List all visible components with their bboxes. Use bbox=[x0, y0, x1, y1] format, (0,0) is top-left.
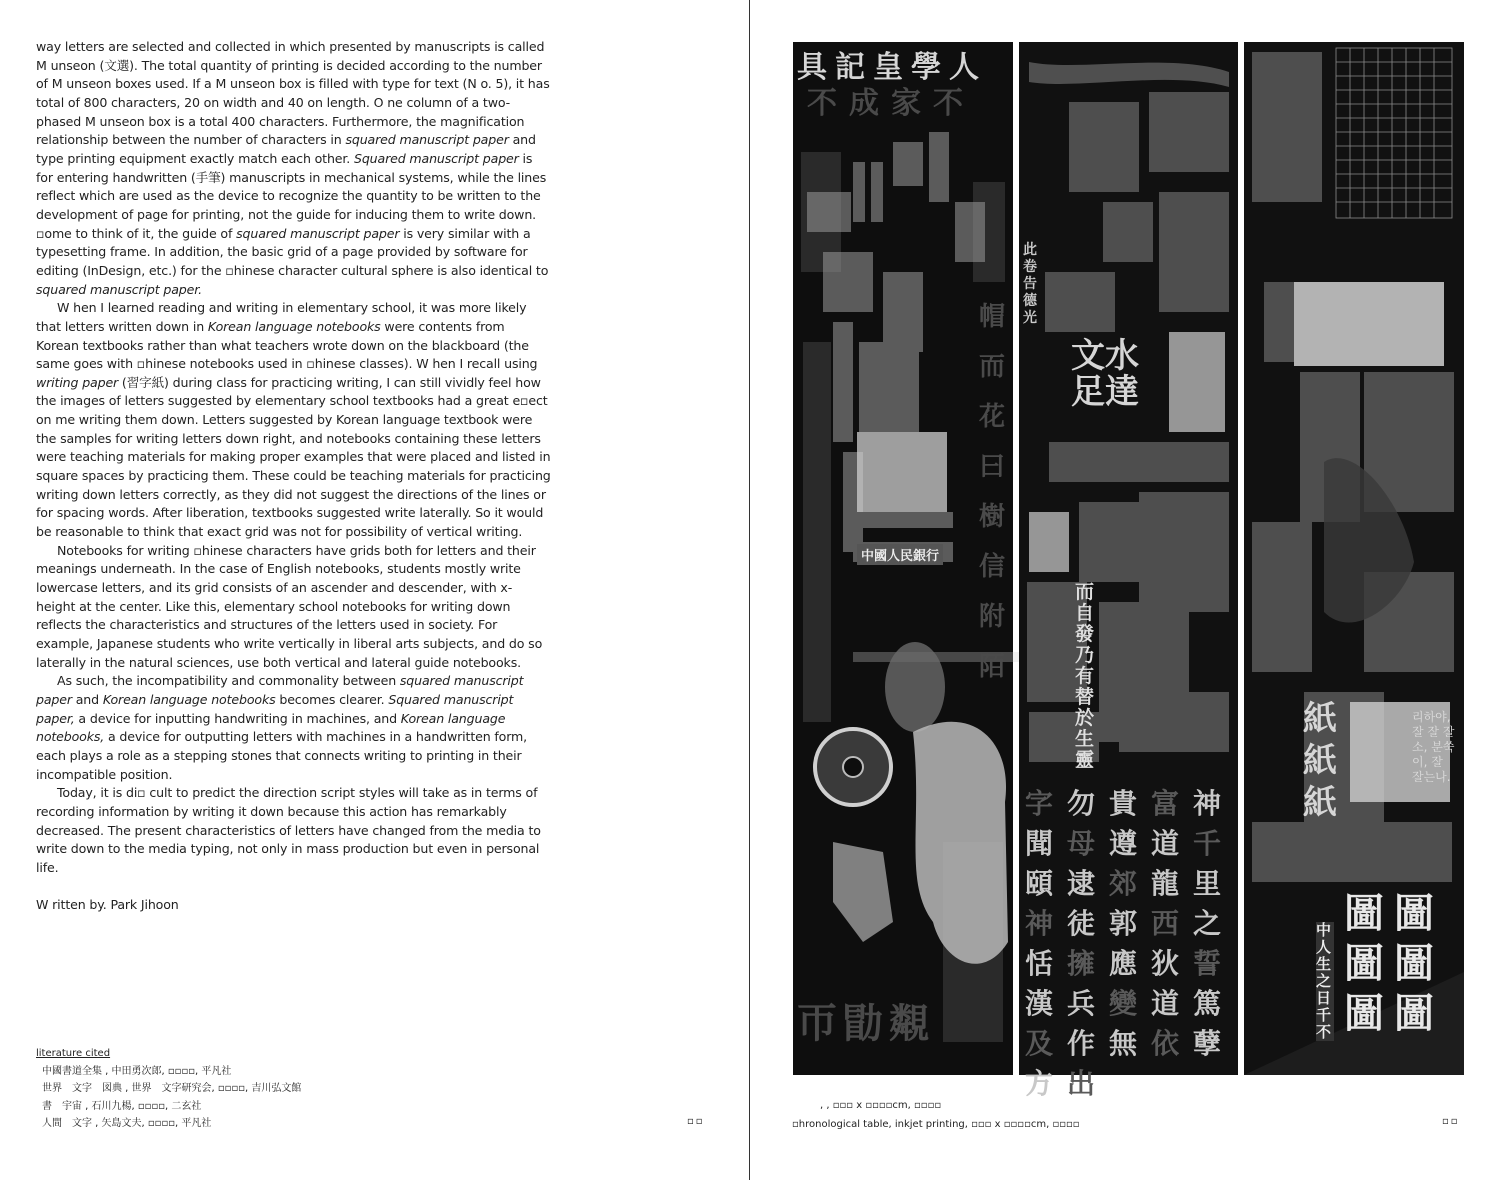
grid-character: 徒 bbox=[1067, 907, 1096, 940]
grid-character: 富 bbox=[1151, 787, 1180, 820]
big-character: 圖 bbox=[1394, 940, 1434, 987]
big-character: 圖 bbox=[1344, 940, 1384, 987]
text-run: Notebooks for writing ▫hinese characters have grids both for letters and their meanings underneath. In the case of English notebooks, students mostly write lowercase letters, and its grid consists of an ascender and descender, with x-height at the center. Like this, elementary school notebooks for writing down reflects the characteristics and structures of the letters used in society. For example, Japanese students who write vertically in liberal arts subjects, and do so laterally in the natural sciences, use both vertical and lateral guide notebooks. bbox=[36, 542, 543, 670]
panel-3-hangul-text: 리하야, 잘 잘 잘소, 분쑥이, 잘 잘는나. bbox=[1412, 710, 1455, 784]
artwork-panel-3 bbox=[1244, 42, 1464, 1075]
grid-character: 狄 bbox=[1151, 947, 1180, 980]
artwork-panel-2 bbox=[1019, 42, 1238, 1100]
grid-character: 誓 bbox=[1193, 947, 1222, 980]
panel-3-vertical-text: 中人生之日千不 bbox=[1316, 922, 1334, 1041]
grid-character: 聞 bbox=[1025, 827, 1054, 860]
body-paragraph bbox=[36, 784, 551, 877]
text-run: way letters are selected and collected in which presented by manuscripts is called M unseon (文選). The total quantity of printing is decided according to the number of M unseon boxes used. If a M unseon box is filled with type for text (N o. 5), it has total of 800 characters, 20 on width and 40 on length. O ne column of a two-phased M unseon box is a total 400 characters. Furthermore, the magnification relationship between the number of characters in bbox=[36, 39, 550, 148]
panel-1-banner: 中國人民銀行 bbox=[857, 544, 943, 565]
italic-term: Squared manuscript paper bbox=[353, 150, 519, 166]
grid-character: 字 bbox=[1025, 787, 1054, 820]
caption-line-2: ▫hronological table, inkjet printing, ▫▫▫ x ▫▫▫▫cm, ▫▫▫▫ bbox=[792, 1119, 1080, 1130]
panel-2-vertical-text: 而自發乃有替於生靈 bbox=[1075, 581, 1095, 771]
grid-character: 兵 bbox=[1067, 987, 1096, 1020]
literature-item: 人間 文字 , 矢島文夫, ▫▫▫▫, 平凡社 bbox=[42, 1118, 212, 1129]
grid-character: 漢 bbox=[1025, 987, 1054, 1020]
grid-character: 及 bbox=[1025, 1027, 1054, 1060]
panel-2-side-text: 此卷告德光 bbox=[1023, 242, 1037, 326]
grid-character: 逮 bbox=[1067, 867, 1096, 900]
literature-item: 書 宇宙 , 石川九楊, ▫▫▫▫, 二玄社 bbox=[42, 1100, 202, 1112]
italic-term: Korean language notebooks bbox=[207, 318, 381, 334]
text-run: and type printing equipment exactly match each other. bbox=[36, 132, 536, 166]
big-character: 圖 bbox=[1394, 890, 1434, 937]
panel-1-second-chars: 不成家不 bbox=[807, 86, 975, 121]
grid-character: 龍 bbox=[1151, 867, 1180, 900]
grid-character: 郊 bbox=[1109, 867, 1138, 900]
italic-term: squared manuscript paper. bbox=[36, 281, 202, 297]
text-run: were contents from Korean textbooks rather than what teachers wrote down on the blackboard (the same goes with ▫hinese notebooks used in ▫hinese classes). W hen I recall using bbox=[36, 318, 538, 372]
page-number-right: ▫▫ bbox=[1442, 1116, 1460, 1127]
grid-character: 出 bbox=[1067, 1067, 1096, 1100]
grid-character: 無 bbox=[1109, 1027, 1138, 1060]
italic-term: Korean language notebooks bbox=[102, 691, 276, 707]
panel-2-character-grid bbox=[1025, 782, 1235, 1102]
body-text bbox=[36, 38, 551, 914]
page-gutter bbox=[749, 0, 750, 1180]
body-paragraph bbox=[36, 38, 551, 299]
italic-term: squared manuscript paper bbox=[236, 225, 400, 241]
grid-character: 孽 bbox=[1193, 1027, 1222, 1060]
text-run: a device for inputting handwriting in machines, and bbox=[74, 710, 401, 726]
grid-character: 之 bbox=[1193, 907, 1222, 940]
text-run: is for entering handwritten (手筆) manuscripts in mechanical systems, while the lines reflect which are used as the device to recognize the quantity to be written to the development of page for printing, not the guide for inducing them to write down. ▫ome to think of it, the guide of bbox=[36, 150, 547, 241]
grid-character: 貴 bbox=[1109, 787, 1138, 820]
literature-item: 世界 文字 図典 , 世界 文字研究会, ▫▫▫▫, 吉川弘文館 bbox=[42, 1083, 302, 1094]
grid-character: 擁 bbox=[1067, 947, 1096, 980]
artwork-panel-1 bbox=[793, 42, 1013, 1075]
panel-1-top-chars: 具記皇學人 bbox=[797, 50, 987, 85]
panel-1-bottom-chars: 帀勖䚏 bbox=[797, 1000, 935, 1047]
grid-character: 變 bbox=[1109, 987, 1138, 1020]
grid-character: 應 bbox=[1109, 947, 1138, 980]
grid-character: 道 bbox=[1151, 987, 1180, 1020]
grid-character: 頤 bbox=[1025, 867, 1054, 900]
grid-character: 神 bbox=[1025, 907, 1054, 940]
grid-character: 遵 bbox=[1109, 827, 1138, 860]
italic-term: writing paper bbox=[36, 374, 119, 390]
caption-line-1: , , ▫▫▫ x ▫▫▫▫cm, ▫▫▫▫ bbox=[820, 1100, 942, 1111]
grid-character: 里 bbox=[1193, 867, 1222, 900]
panel-3-headline: 紙 紙 紙 bbox=[1303, 699, 1337, 823]
literature-heading[interactable]: literature cited bbox=[36, 1048, 111, 1059]
literature-item: 中國書道全集 , 中田勇次郎, ▫▫▫▫, 平凡社 bbox=[42, 1065, 232, 1077]
text-run: Today, it is di▫ cult to predict the direction script styles will take as in terms of recording information by writing it down because this action has remarkably decreased. The present characteristics of letters have changed from the media to write down to the media typing, not only in mass production but even in personal life. bbox=[36, 785, 541, 875]
literature-cited bbox=[36, 1045, 301, 1133]
big-character: 圖 bbox=[1394, 990, 1434, 1037]
italic-term: squared manuscript paper bbox=[345, 132, 509, 148]
body-paragraph bbox=[36, 299, 551, 542]
body-paragraph bbox=[36, 542, 551, 673]
text-run: W hen I learned reading and writing in elementary school, it was more likely that letters written down in bbox=[36, 300, 527, 334]
grid-character: 恬 bbox=[1025, 947, 1054, 980]
grid-character: 方 bbox=[1025, 1067, 1054, 1100]
grid-character: 依 bbox=[1151, 1027, 1180, 1060]
italic-term: squared manuscript paper bbox=[36, 673, 524, 707]
text-run: becomes clearer. bbox=[275, 691, 389, 707]
body-paragraph bbox=[36, 672, 551, 784]
page-number-left: ▫▫ bbox=[687, 1116, 705, 1127]
grid-character: 母 bbox=[1067, 827, 1096, 860]
text-run: is very similar with a typesetting frame. In addition, the basic grid of a page provided by software for editing (InDesign, etc.) for the ▫hinese character cultural sphere is also identical to bbox=[36, 225, 549, 278]
grid-character: 千 bbox=[1193, 827, 1222, 860]
text-run: As such, the incompatibility and commonality between bbox=[57, 673, 400, 689]
text-run: and bbox=[71, 691, 103, 707]
grid-character: 道 bbox=[1151, 827, 1180, 860]
panel-2-headline: 文水足達 bbox=[1071, 336, 1139, 412]
grid-character: 篤 bbox=[1193, 987, 1222, 1020]
grid-character: 神 bbox=[1193, 787, 1222, 820]
big-character: 圖 bbox=[1344, 890, 1384, 937]
text-run: a device for outputting letters with machines in a handwritten form, each plays a role as a stepping stones that connects writing to printing in their incompatible position. bbox=[36, 729, 528, 782]
text-run: (習字紙) during class for practicing writing, I can still vividly feel how the images of letters suggested by elementary school textbooks had a great e▫ect on me writing them down. Letters suggested by Korean language textbook were the samples for writing letters down right, and notebooks containing these letters were teaching materials for making proper examples that were placed and listed in square spaces by practicing them. These could be teaching materials for practicing writing down letters correctly, as they did not suggest the directions of the lines or for spacing words. After liberation, textbooks suggested write laterally. So it would be reasonable to think that exact grid was not for possibility of vertical writing. bbox=[36, 374, 551, 540]
panel-3-character-grid bbox=[1344, 882, 1464, 1037]
grid-character: 勿 bbox=[1067, 787, 1096, 820]
italic-term: Korean language notebooks, bbox=[36, 710, 506, 745]
grid-character: 西 bbox=[1151, 907, 1180, 940]
panel-1-side-chars: 帽 而 花 曰 樹 信 附 陌 bbox=[979, 302, 1006, 682]
italic-term: Squared manuscript paper, bbox=[36, 691, 514, 726]
author-signature: W ritten by. Park Jihoon bbox=[36, 896, 179, 912]
figure-captions bbox=[792, 1096, 1080, 1134]
grid-character: 郭 bbox=[1109, 907, 1138, 940]
grid-character: 作 bbox=[1067, 1027, 1096, 1060]
big-character: 圖 bbox=[1344, 990, 1384, 1037]
